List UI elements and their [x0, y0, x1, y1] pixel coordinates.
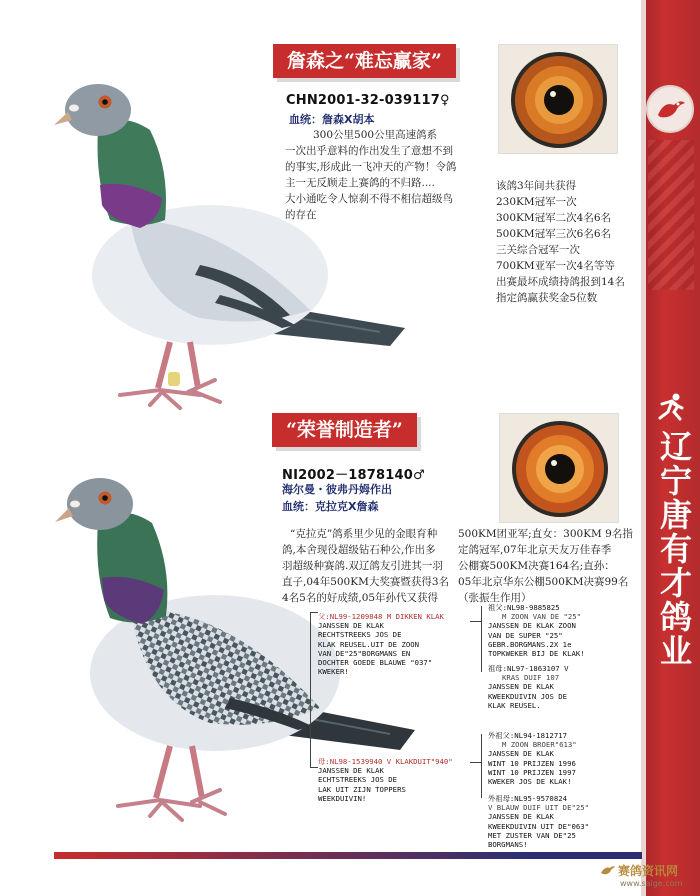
pedigree-line: ECHTSTREEKS JOS DE — [318, 775, 398, 785]
pedigree-line: WINT 10 PRIJZEN 1996 — [488, 758, 576, 768]
story-line: （张振生作用） — [458, 592, 532, 604]
pedigree-line: TOPKWEKER BIJ DE KLAK! — [488, 649, 585, 659]
pedigree-line: RECHTSTREEKS JOS DE — [318, 630, 402, 640]
record-line: 700KM亚军一次4名等等 — [496, 260, 615, 272]
pedigree-line: JANSSEN DE KLAK — [488, 749, 554, 759]
pedigree-maternal-granddam — [488, 794, 638, 849]
pedigree-line: KWEEKDUIVIN JOS DE — [488, 691, 568, 701]
pedigree-line: JANSSEN DE KLAK — [318, 766, 384, 776]
pedigree-line: JANSSEN DE KLAK — [488, 682, 554, 692]
pigeon1-race-records — [496, 178, 636, 306]
pedigree-line: VAN DE SUPER "25" — [488, 630, 563, 640]
story-line: 300公里500公里高速鸽系 — [313, 129, 438, 141]
watermark-bird-icon — [600, 863, 616, 879]
pedigree-line: WEEKDUIVIN! — [318, 793, 367, 803]
pedigree-bracket — [310, 767, 318, 768]
pedigree-head: 外祖父:NL94-1812717 — [488, 731, 568, 740]
pedigree-head: 祖母:NL97-1863107 V — [488, 664, 569, 673]
pedigree-line: LAK UIT ZIJN TOPPERS — [318, 784, 406, 794]
pedigree-line: KWEKER! — [318, 667, 349, 677]
pedigree-head: 母:NL98-1539940 V KLAKDUIT"940" — [318, 757, 453, 766]
story-line: 主一无反顾走上赛鸽的不归路.... — [285, 177, 435, 189]
pedigree-line: BORGMANS! — [488, 840, 528, 850]
pedigree-line: JANSSEN DE KLAK ZOON — [488, 621, 576, 631]
band-pattern — [648, 140, 694, 290]
story-line: 定鸽冠军,07年北京天友万佳春季 — [458, 544, 612, 556]
pedigree-line: VAN DE"25"BORGMANS EN — [318, 648, 411, 658]
pigeon2-eye-photo — [499, 413, 619, 523]
pedigree-head: 外祖母:NL95-9570824 — [488, 794, 568, 803]
pedigree-bracket — [310, 612, 311, 767]
story-line: 4名5名的好成绩,05年孙代又获得 — [282, 592, 439, 604]
pedigree-line: KWEEKDUIVIN UIT DE"063" — [488, 821, 590, 831]
pedigree-line: JANSSEN DE KLAK — [488, 812, 554, 822]
pedigree-line: KWEKER JOS DE KLAK! — [488, 777, 572, 787]
record-line: 出赛最坏成绩持鸽报到14名 — [496, 276, 625, 288]
record-line: 三关综合冠军一次 — [496, 244, 580, 256]
brand-logo-icon — [646, 85, 694, 133]
pigeon1-title-banner: 詹森之“难忘赢家” — [273, 44, 456, 78]
pedigree-bracket — [481, 606, 482, 672]
pedigree-head: 祖父:NL98-9885825 — [488, 603, 560, 612]
pedigree-line: JANSSEN DE KLAK — [318, 621, 384, 631]
pedigree-sub: M ZOON BROER"613" — [502, 740, 577, 750]
pedigree-sub: KRAS DUIF 107 — [502, 673, 560, 683]
pedigree-line: MET ZUSTER VAN DE"25 — [488, 830, 576, 840]
brand-name: 辽宁唐有才鸽业 — [655, 430, 693, 668]
story-line: 的事实,形成此一飞冲天的产物！令鸽 — [285, 161, 457, 173]
pigeon2-ring-number: NI2002－1878140♂ — [282, 468, 425, 483]
watermark-url: www.saige.com — [620, 879, 683, 888]
pigeon2-breeder: 海尔曼・彼弗丹姆作出 — [282, 483, 392, 496]
pigeon1-story — [285, 127, 485, 223]
watermark-name: 赛鸽资讯网 — [618, 864, 679, 878]
pedigree-line: KLAK REUSEL.UIT DE ZOON — [318, 639, 420, 649]
pedigree-line: DOCHTER GOEDE BLAUWE "037" — [318, 658, 433, 668]
story-line: “克拉克”鸽系里少见的金眼育种 — [290, 528, 438, 540]
pigeon2-lineage: 血统：克拉克X詹森 — [282, 500, 379, 513]
pedigree-grandsire — [488, 603, 638, 658]
record-line: 500KM冠军三次6名6名 — [496, 228, 611, 240]
story-line: 羽超级种赛鸽.双辽鸽友引进其一羽 — [282, 560, 443, 572]
pedigree-sub: M ZOON VAN DE "25" — [502, 612, 582, 622]
story-line: 的存在 — [285, 209, 317, 221]
story-line: 公棚赛500KM决赛164名;直孙： — [458, 560, 615, 572]
pedigree-sire — [318, 612, 478, 676]
pedigree-dam — [318, 757, 478, 803]
pedigree-line: GEBR.BORGMANS.2X 1e — [488, 639, 572, 649]
pedigree-line: KLAK REUSEL. — [488, 700, 541, 710]
pigeon2-story-left — [282, 526, 468, 606]
record-line: 该鸽3年间共获得 — [496, 180, 577, 192]
site-watermark — [600, 861, 700, 896]
runner-icon — [652, 392, 688, 426]
story-line: 鸽,本舍现役超级钻石种公,作出多 — [282, 544, 436, 556]
story-line: 500KM团亚军;直女：300KM 9名指 — [458, 528, 633, 540]
pigeon1-eye-photo — [498, 44, 618, 154]
record-line: 指定鸽赢获奖金5位数 — [496, 292, 598, 304]
record-line: 230KM冠军一次 — [496, 196, 577, 208]
pedigree-bracket — [310, 612, 318, 613]
pigeon2-title-banner: “荣誉制造者” — [272, 413, 417, 447]
pedigree-granddam — [488, 664, 638, 710]
pigeon1-lineage: 血统：詹森X胡本 — [289, 113, 375, 126]
story-line: 直子,04年500KM大奖赛暨获得3名 — [282, 576, 450, 588]
record-line: 300KM冠军二次4名6名 — [496, 212, 611, 224]
pedigree-line: WINT 10 PRIJZEN 1997 — [488, 767, 576, 777]
pigeon1-ring-number: CHN2001-32-039117♀ — [286, 93, 450, 108]
pedigree-maternal-grandsire — [488, 731, 638, 786]
story-line: 大小通吃令人惊刹不得不相信超级鸟 — [285, 193, 453, 205]
bottom-divider — [54, 852, 642, 859]
story-line: 05年北京华东公棚500KM决赛99名 — [458, 576, 629, 588]
pedigree-head: 父:NL99-1209848 M DIKKEN KLAK — [318, 612, 444, 621]
pedigree-sub: V BLAUW DUIF UIT DE"25" — [488, 803, 590, 813]
pigeon2-story-right — [458, 526, 638, 606]
pedigree-bracket — [481, 734, 482, 798]
story-line: 一次出乎意料的作出发生了意想不到 — [285, 145, 453, 157]
